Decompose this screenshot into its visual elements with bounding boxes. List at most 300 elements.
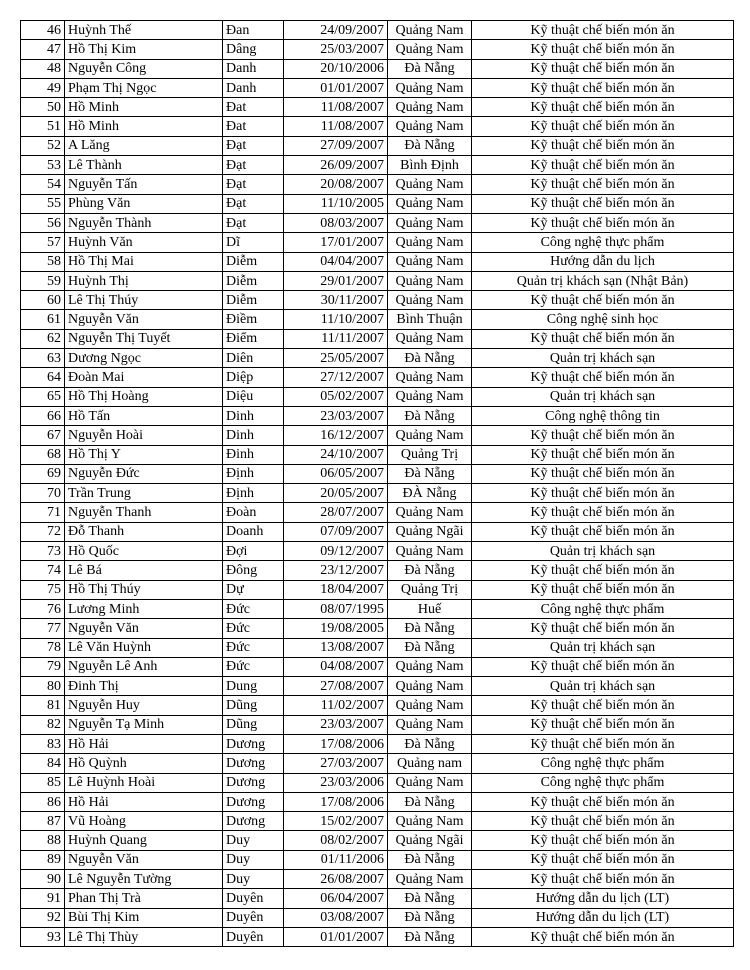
row-number: 78 <box>21 638 65 657</box>
row-number: 49 <box>21 78 65 97</box>
major-cell: Kỹ thuật chế biến món ăn <box>472 831 734 850</box>
major-cell: Kỹ thuật chế biến món ăn <box>472 580 734 599</box>
hometown-cell: Quảng Nam <box>388 233 472 252</box>
family-name-cell: Lê Thị Thùy <box>65 927 223 946</box>
family-name-cell: Nguyễn Hoài <box>65 426 223 445</box>
major-cell: Kỹ thuật chế biến món ăn <box>472 619 734 638</box>
major-cell: Kỹ thuật chế biến món ăn <box>472 522 734 541</box>
table-row <box>21 889 734 908</box>
birth-date-cell: 25/03/2007 <box>284 40 388 59</box>
row-number: 83 <box>21 734 65 753</box>
major-cell: Kỹ thuật chế biến món ăn <box>472 136 734 155</box>
row-number: 68 <box>21 445 65 464</box>
given-name-cell: Duyên <box>223 889 284 908</box>
given-name-cell: Dũng <box>223 696 284 715</box>
given-name-cell: Đức <box>223 619 284 638</box>
birth-date-cell: 16/12/2007 <box>284 426 388 445</box>
birth-date-cell: 09/12/2007 <box>284 542 388 561</box>
major-cell: Quản trị khách sạn <box>472 638 734 657</box>
major-cell: Quản trị khách sạn <box>472 387 734 406</box>
major-cell: Kỹ thuật chế biến món ăn <box>472 194 734 213</box>
given-name-cell: Dương <box>223 792 284 811</box>
major-cell: Kỹ thuật chế biến món ăn <box>472 484 734 503</box>
family-name-cell: Nguyễn Thị Tuyết <box>65 329 223 348</box>
hometown-cell: Quảng Nam <box>388 503 472 522</box>
hometown-cell: Quảng Trị <box>388 445 472 464</box>
row-number: 91 <box>21 889 65 908</box>
table-row <box>21 927 734 946</box>
table-row <box>21 349 734 368</box>
table-row <box>21 213 734 232</box>
hometown-cell: Đà Nẵng <box>388 406 472 425</box>
major-cell: Công nghệ thực phẩm <box>472 773 734 792</box>
table-row <box>21 638 734 657</box>
hometown-cell: Quảng nam <box>388 754 472 773</box>
hometown-cell: Quảng Nam <box>388 40 472 59</box>
family-name-cell: Hồ Hải <box>65 734 223 753</box>
family-name-cell: Hồ Quỳnh <box>65 754 223 773</box>
birth-date-cell: 13/08/2007 <box>284 638 388 657</box>
table-row <box>21 657 734 676</box>
family-name-cell: Lê Thị Thúy <box>65 291 223 310</box>
hometown-cell: ĐÀ Nẵng <box>388 484 472 503</box>
student-list-table <box>20 20 734 947</box>
row-number: 79 <box>21 657 65 676</box>
table-row <box>21 484 734 503</box>
family-name-cell: Nguyễn Đức <box>65 464 223 483</box>
row-number: 82 <box>21 715 65 734</box>
birth-date-cell: 17/01/2007 <box>284 233 388 252</box>
row-number: 73 <box>21 542 65 561</box>
hometown-cell: Quảng Nam <box>388 98 472 117</box>
birth-date-cell: 26/09/2007 <box>284 156 388 175</box>
birth-date-cell: 27/03/2007 <box>284 754 388 773</box>
hometown-cell: Đà Nẵng <box>388 927 472 946</box>
birth-date-cell: 27/09/2007 <box>284 136 388 155</box>
given-name-cell: Diệp <box>223 368 284 387</box>
given-name-cell: Định <box>223 484 284 503</box>
family-name-cell: Hồ Tấn <box>65 406 223 425</box>
major-cell: Quản trị khách sạn <box>472 542 734 561</box>
major-cell: Kỹ thuật chế biến món ăn <box>472 175 734 194</box>
table-row <box>21 503 734 522</box>
family-name-cell: Nguyễn Văn <box>65 619 223 638</box>
row-number: 74 <box>21 561 65 580</box>
table-row <box>21 599 734 618</box>
row-number: 52 <box>21 136 65 155</box>
row-number: 70 <box>21 484 65 503</box>
table-row <box>21 21 734 40</box>
given-name-cell: Đạt <box>223 194 284 213</box>
row-number: 48 <box>21 59 65 78</box>
hometown-cell: Quảng Ngãi <box>388 522 472 541</box>
given-name-cell: Diễm <box>223 271 284 290</box>
birth-date-cell: 23/03/2007 <box>284 406 388 425</box>
given-name-cell: Đạt <box>223 156 284 175</box>
table-row <box>21 870 734 889</box>
row-number: 92 <box>21 908 65 927</box>
major-cell: Kỹ thuật chế biến món ăn <box>472 503 734 522</box>
given-name-cell: Đạt <box>223 175 284 194</box>
family-name-cell: Lê Bá <box>65 561 223 580</box>
row-number: 85 <box>21 773 65 792</box>
family-name-cell: Hồ Thị Hoàng <box>65 387 223 406</box>
birth-date-cell: 27/12/2007 <box>284 368 388 387</box>
hometown-cell: Huế <box>388 599 472 618</box>
birth-date-cell: 20/05/2007 <box>284 484 388 503</box>
birth-date-cell: 05/02/2007 <box>284 387 388 406</box>
row-number: 55 <box>21 194 65 213</box>
table-row <box>21 175 734 194</box>
major-cell: Kỹ thuật chế biến món ăn <box>472 657 734 676</box>
birth-date-cell: 01/11/2006 <box>284 850 388 869</box>
hometown-cell: Quảng Nam <box>388 368 472 387</box>
birth-date-cell: 15/02/2007 <box>284 812 388 831</box>
birth-date-cell: 23/03/2007 <box>284 715 388 734</box>
row-number: 84 <box>21 754 65 773</box>
given-name-cell: Đạt <box>223 136 284 155</box>
row-number: 88 <box>21 831 65 850</box>
major-cell: Kỹ thuật chế biến món ăn <box>472 213 734 232</box>
major-cell: Hướng dẫn du lịch (LT) <box>472 889 734 908</box>
birth-date-cell: 11/02/2007 <box>284 696 388 715</box>
given-name-cell: Dinh <box>223 406 284 425</box>
given-name-cell: Đinh <box>223 445 284 464</box>
birth-date-cell: 03/08/2007 <box>284 908 388 927</box>
hometown-cell: Quảng Nam <box>388 78 472 97</box>
given-name-cell: Đợi <box>223 542 284 561</box>
hometown-cell: Đà Nẵng <box>388 619 472 638</box>
birth-date-cell: 24/09/2007 <box>284 21 388 40</box>
family-name-cell: Đinh Thị <box>65 677 223 696</box>
hometown-cell: Quảng Nam <box>388 213 472 232</box>
table-row <box>21 773 734 792</box>
birth-date-cell: 11/08/2007 <box>284 98 388 117</box>
birth-date-cell: 17/08/2006 <box>284 792 388 811</box>
given-name-cell: Duyên <box>223 927 284 946</box>
family-name-cell: Nguyễn Tấn <box>65 175 223 194</box>
table-row <box>21 792 734 811</box>
table-row <box>21 812 734 831</box>
major-cell: Kỹ thuật chế biến món ăn <box>472 426 734 445</box>
row-number: 57 <box>21 233 65 252</box>
family-name-cell: Huỳnh Thị <box>65 271 223 290</box>
row-number: 58 <box>21 252 65 271</box>
given-name-cell: Dung <box>223 677 284 696</box>
hometown-cell: Quảng Nam <box>388 21 472 40</box>
table-row <box>21 445 734 464</box>
row-number: 47 <box>21 40 65 59</box>
row-number: 63 <box>21 349 65 368</box>
major-cell: Kỹ thuật chế biến món ăn <box>472 812 734 831</box>
given-name-cell: Đức <box>223 657 284 676</box>
family-name-cell: Huỳnh Quang <box>65 831 223 850</box>
table-row <box>21 310 734 329</box>
table-row <box>21 233 734 252</box>
table-row <box>21 98 734 117</box>
major-cell: Kỹ thuật chế biến món ăn <box>472 98 734 117</box>
birth-date-cell: 30/11/2007 <box>284 291 388 310</box>
given-name-cell: Danh <box>223 78 284 97</box>
family-name-cell: Phạm Thị Ngọc <box>65 78 223 97</box>
hometown-cell: Quảng Nam <box>388 329 472 348</box>
family-name-cell: Trần Trung <box>65 484 223 503</box>
table-row <box>21 522 734 541</box>
family-name-cell: Dương Ngọc <box>65 349 223 368</box>
major-cell: Kỹ thuật chế biến món ăn <box>472 792 734 811</box>
given-name-cell: Danh <box>223 59 284 78</box>
family-name-cell: Bùi Thị Kim <box>65 908 223 927</box>
hometown-cell: Quảng Trị <box>388 580 472 599</box>
major-cell: Kỹ thuật chế biến món ăn <box>472 445 734 464</box>
given-name-cell: Điểm <box>223 329 284 348</box>
birth-date-cell: 23/12/2007 <box>284 561 388 580</box>
given-name-cell: Dương <box>223 754 284 773</box>
hometown-cell: Quảng Nam <box>388 291 472 310</box>
given-name-cell: Dương <box>223 734 284 753</box>
family-name-cell: Phan Thị Trà <box>65 889 223 908</box>
row-number: 66 <box>21 406 65 425</box>
family-name-cell: Đỗ Thanh <box>65 522 223 541</box>
family-name-cell: Vũ Hoàng <box>65 812 223 831</box>
family-name-cell: Hồ Minh <box>65 98 223 117</box>
birth-date-cell: 17/08/2006 <box>284 734 388 753</box>
birth-date-cell: 07/09/2007 <box>284 522 388 541</box>
given-name-cell: Duy <box>223 870 284 889</box>
table-row <box>21 464 734 483</box>
major-cell: Kỹ thuật chế biến món ăn <box>472 329 734 348</box>
major-cell: Công nghệ thông tin <box>472 406 734 425</box>
table-row <box>21 368 734 387</box>
major-cell: Kỹ thuật chế biến món ăn <box>472 927 734 946</box>
birth-date-cell: 25/05/2007 <box>284 349 388 368</box>
hometown-cell: Quảng Nam <box>388 252 472 271</box>
row-number: 46 <box>21 21 65 40</box>
birth-date-cell: 11/10/2005 <box>284 194 388 213</box>
family-name-cell: Đoàn Mai <box>65 368 223 387</box>
major-cell: Kỹ thuật chế biến món ăn <box>472 21 734 40</box>
hometown-cell: Đà Nẵng <box>388 908 472 927</box>
hometown-cell: Đà Nẵng <box>388 464 472 483</box>
given-name-cell: Dâng <box>223 40 284 59</box>
table-row <box>21 329 734 348</box>
major-cell: Hướng dẫn du lịch <box>472 252 734 271</box>
table-row <box>21 542 734 561</box>
family-name-cell: Hồ Thị Y <box>65 445 223 464</box>
table-row <box>21 561 734 580</box>
family-name-cell: Hồ Hải <box>65 792 223 811</box>
birth-date-cell: 28/07/2007 <box>284 503 388 522</box>
hometown-cell: Bình Thuận <box>388 310 472 329</box>
row-number: 54 <box>21 175 65 194</box>
hometown-cell: Đà Nẵng <box>388 349 472 368</box>
table-row <box>21 677 734 696</box>
hometown-cell: Đà Nẵng <box>388 638 472 657</box>
given-name-cell: Duy <box>223 850 284 869</box>
family-name-cell: Lê Thành <box>65 156 223 175</box>
major-cell: Kỹ thuật chế biến món ăn <box>472 78 734 97</box>
family-name-cell: Hồ Thị Thúy <box>65 580 223 599</box>
row-number: 77 <box>21 619 65 638</box>
birth-date-cell: 26/08/2007 <box>284 870 388 889</box>
given-name-cell: Duy <box>223 831 284 850</box>
given-name-cell: Dương <box>223 773 284 792</box>
major-cell: Kỹ thuật chế biến món ăn <box>472 464 734 483</box>
table-row <box>21 59 734 78</box>
table-row <box>21 387 734 406</box>
birth-date-cell: 29/01/2007 <box>284 271 388 290</box>
table-body <box>21 21 734 947</box>
given-name-cell: Đông <box>223 561 284 580</box>
row-number: 59 <box>21 271 65 290</box>
major-cell: Quản trị khách sạn (Nhật Bản) <box>472 271 734 290</box>
hometown-cell: Quảng Nam <box>388 870 472 889</box>
row-number: 90 <box>21 870 65 889</box>
major-cell: Kỹ thuật chế biến món ăn <box>472 870 734 889</box>
birth-date-cell: 04/04/2007 <box>284 252 388 271</box>
given-name-cell: Đan <box>223 21 284 40</box>
hometown-cell: Đà Nẵng <box>388 561 472 580</box>
major-cell: Kỹ thuật chế biến món ăn <box>472 696 734 715</box>
hometown-cell: Quảng Nam <box>388 812 472 831</box>
family-name-cell: Huỳnh Văn <box>65 233 223 252</box>
table-row <box>21 426 734 445</box>
hometown-cell: Quảng Nam <box>388 194 472 213</box>
row-number: 89 <box>21 850 65 869</box>
given-name-cell: Dũng <box>223 715 284 734</box>
family-name-cell: Nguyễn Huy <box>65 696 223 715</box>
row-number: 64 <box>21 368 65 387</box>
birth-date-cell: 08/07/1995 <box>284 599 388 618</box>
birth-date-cell: 24/10/2007 <box>284 445 388 464</box>
hometown-cell: Bình Định <box>388 156 472 175</box>
given-name-cell: Đoàn <box>223 503 284 522</box>
birth-date-cell: 27/08/2007 <box>284 677 388 696</box>
row-number: 80 <box>21 677 65 696</box>
table-row <box>21 734 734 753</box>
table-row <box>21 78 734 97</box>
major-cell: Kỹ thuật chế biến món ăn <box>472 368 734 387</box>
row-number: 65 <box>21 387 65 406</box>
hometown-cell: Đà Nẵng <box>388 850 472 869</box>
major-cell: Kỹ thuật chế biến món ăn <box>472 156 734 175</box>
given-name-cell: Đức <box>223 638 284 657</box>
family-name-cell: Huỳnh Thế <box>65 21 223 40</box>
row-number: 75 <box>21 580 65 599</box>
table-row <box>21 406 734 425</box>
family-name-cell: Nguyễn Thanh <box>65 503 223 522</box>
given-name-cell: Đat <box>223 117 284 136</box>
hometown-cell: Quảng Nam <box>388 117 472 136</box>
major-cell: Kỹ thuật chế biến món ăn <box>472 59 734 78</box>
family-name-cell: Hồ Thị Mai <box>65 252 223 271</box>
birth-date-cell: 18/04/2007 <box>284 580 388 599</box>
row-number: 69 <box>21 464 65 483</box>
birth-date-cell: 11/10/2007 <box>284 310 388 329</box>
family-name-cell: Lê Nguyễn Tường <box>65 870 223 889</box>
table-row <box>21 136 734 155</box>
given-name-cell: Đạt <box>223 213 284 232</box>
given-name-cell: Diễm <box>223 291 284 310</box>
given-name-cell: Điềm <box>223 310 284 329</box>
given-name-cell: Định <box>223 464 284 483</box>
hometown-cell: Đà Nẵng <box>388 792 472 811</box>
given-name-cell: Đat <box>223 98 284 117</box>
family-name-cell: Nguyễn Lê Anh <box>65 657 223 676</box>
table-row <box>21 291 734 310</box>
hometown-cell: Quảng Nam <box>388 715 472 734</box>
hometown-cell: Quảng Nam <box>388 696 472 715</box>
hometown-cell: Quảng Nam <box>388 271 472 290</box>
birth-date-cell: 06/05/2007 <box>284 464 388 483</box>
table-row <box>21 156 734 175</box>
given-name-cell: Dương <box>223 812 284 831</box>
major-cell: Kỹ thuật chế biến món ăn <box>472 40 734 59</box>
birth-date-cell: 08/03/2007 <box>284 213 388 232</box>
hometown-cell: Đà Nẵng <box>388 734 472 753</box>
table-row <box>21 754 734 773</box>
family-name-cell: Hồ Thị Kim <box>65 40 223 59</box>
family-name-cell: Nguyễn Văn <box>65 850 223 869</box>
family-name-cell: Phùng Văn <box>65 194 223 213</box>
table-row <box>21 40 734 59</box>
given-name-cell: Doanh <box>223 522 284 541</box>
birth-date-cell: 20/10/2006 <box>284 59 388 78</box>
major-cell: Công nghệ thực phẩm <box>472 233 734 252</box>
table-row <box>21 908 734 927</box>
given-name-cell: Duyên <box>223 908 284 927</box>
given-name-cell: Dĩ <box>223 233 284 252</box>
row-number: 76 <box>21 599 65 618</box>
hometown-cell: Quảng Nam <box>388 426 472 445</box>
major-cell: Kỹ thuật chế biến món ăn <box>472 734 734 753</box>
birth-date-cell: 01/01/2007 <box>284 927 388 946</box>
birth-date-cell: 06/04/2007 <box>284 889 388 908</box>
row-number: 61 <box>21 310 65 329</box>
birth-date-cell: 08/02/2007 <box>284 831 388 850</box>
birth-date-cell: 11/11/2007 <box>284 329 388 348</box>
table-row <box>21 715 734 734</box>
hometown-cell: Quảng Nam <box>388 773 472 792</box>
major-cell: Kỹ thuật chế biến món ăn <box>472 291 734 310</box>
hometown-cell: Quảng Nam <box>388 657 472 676</box>
table-row <box>21 831 734 850</box>
major-cell: Kỹ thuật chế biến món ăn <box>472 850 734 869</box>
major-cell: Công nghệ sinh học <box>472 310 734 329</box>
birth-date-cell: 11/08/2007 <box>284 117 388 136</box>
major-cell: Hướng dẫn du lịch (LT) <box>472 908 734 927</box>
table-row <box>21 850 734 869</box>
hometown-cell: Quảng Nam <box>388 387 472 406</box>
row-number: 56 <box>21 213 65 232</box>
given-name-cell: Dự <box>223 580 284 599</box>
table-row <box>21 580 734 599</box>
birth-date-cell: 23/03/2006 <box>284 773 388 792</box>
family-name-cell: Hồ Minh <box>65 117 223 136</box>
row-number: 62 <box>21 329 65 348</box>
row-number: 86 <box>21 792 65 811</box>
table-row <box>21 117 734 136</box>
birth-date-cell: 01/01/2007 <box>284 78 388 97</box>
row-number: 81 <box>21 696 65 715</box>
hometown-cell: Đà Nẵng <box>388 59 472 78</box>
table-row <box>21 194 734 213</box>
major-cell: Kỹ thuật chế biến món ăn <box>472 561 734 580</box>
family-name-cell: Lê Huỳnh Hoài <box>65 773 223 792</box>
table-row <box>21 696 734 715</box>
hometown-cell: Quảng Nam <box>388 542 472 561</box>
given-name-cell: Diễm <box>223 252 284 271</box>
